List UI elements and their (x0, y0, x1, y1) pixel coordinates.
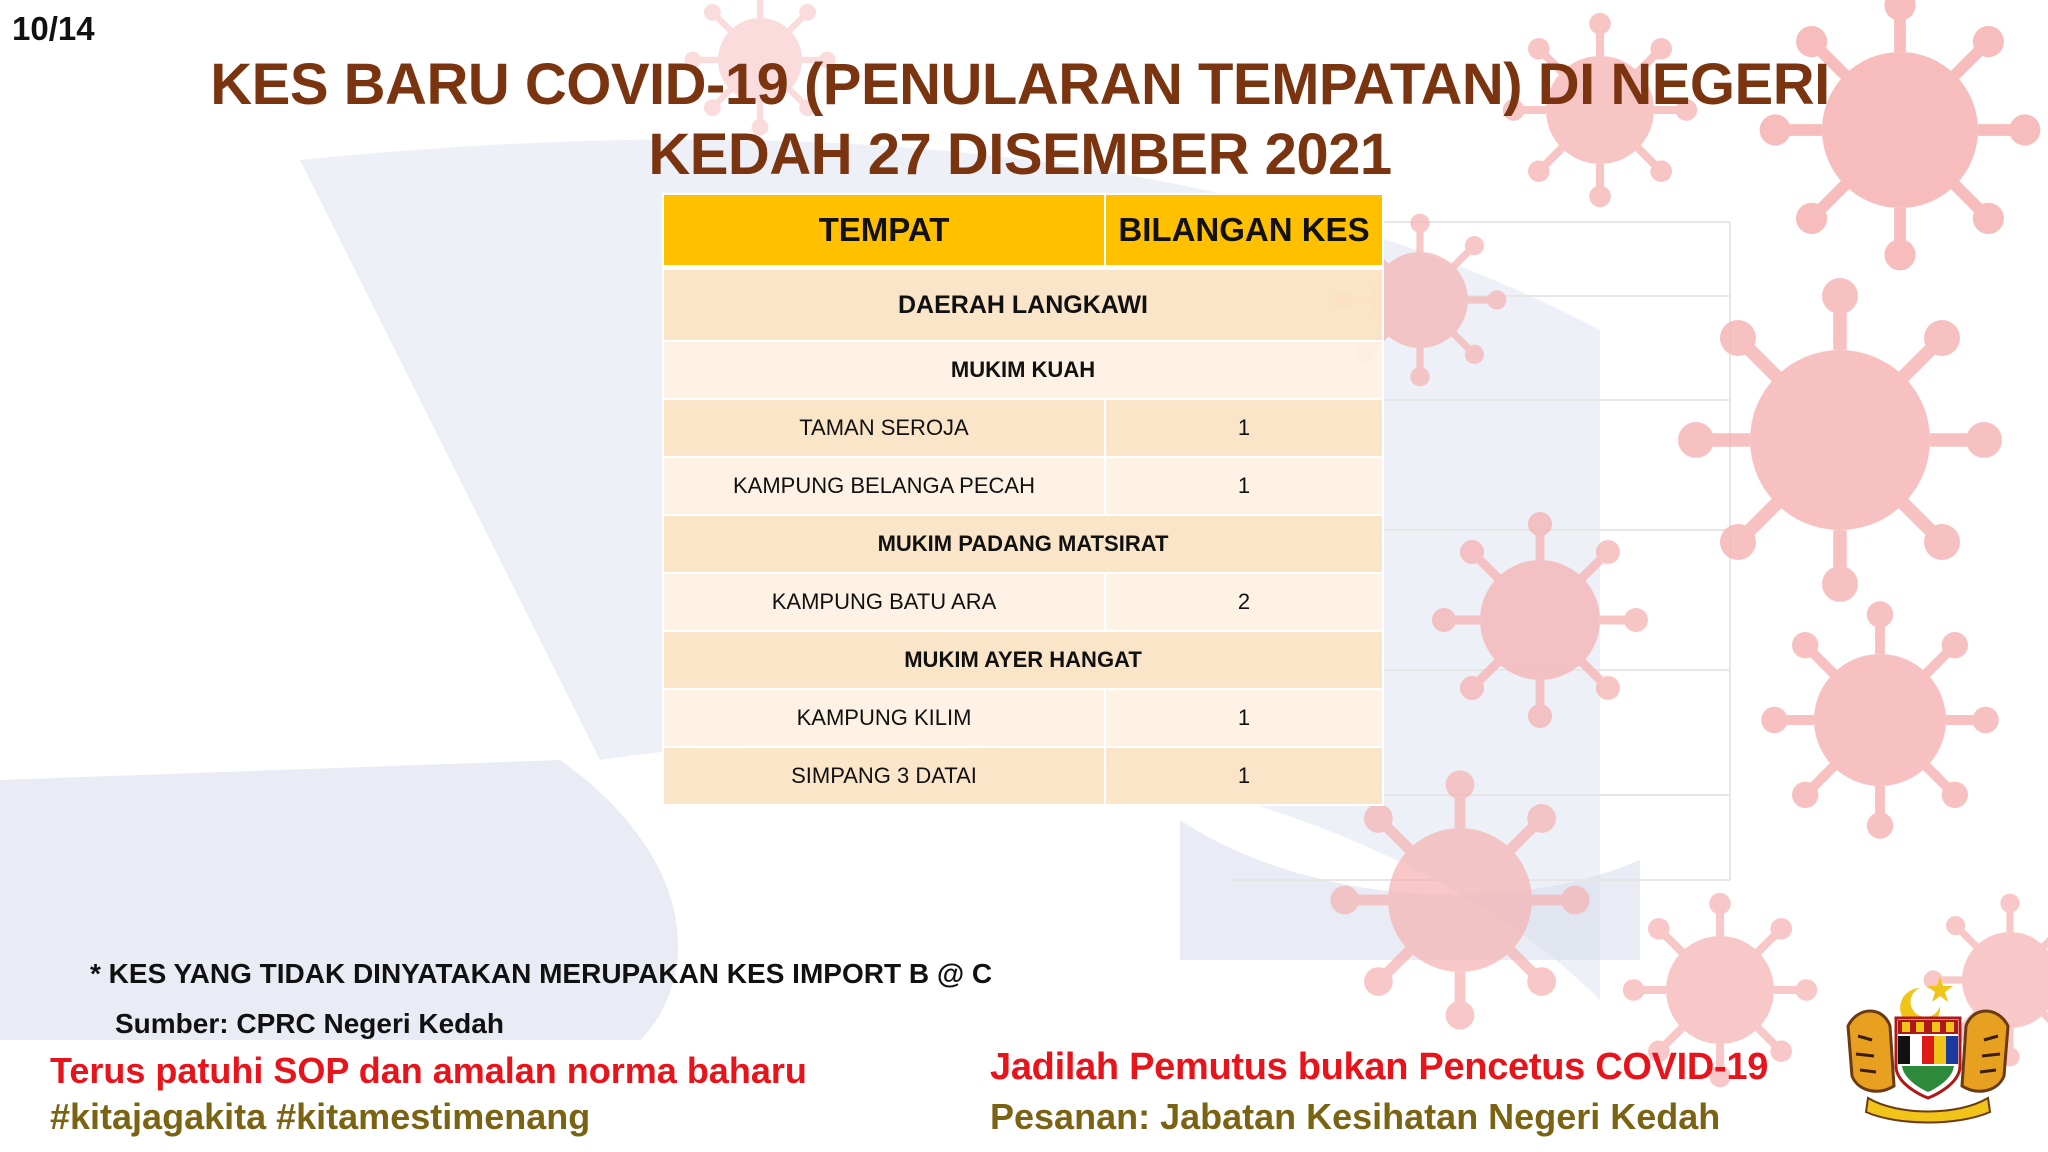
title-line-1: KES BARU COVID-19 (PENULARAN TEMPATAN) DI NEGERI (210, 52, 1830, 117)
slogan-sop: Terus patuhi SOP dan amalan norma baharu (50, 1050, 807, 1091)
place-cell: KAMPUNG BATU ARA (663, 573, 1105, 631)
tagline-source: Pesanan: Jabatan Kesihatan Negeri Kedah (990, 1096, 1721, 1137)
title-line-2: KEDAH 27 DISEMBER 2021 (648, 122, 1392, 187)
table-row (663, 573, 1383, 631)
table-row (663, 399, 1383, 457)
cases-cell: 1 (1105, 399, 1383, 457)
mukim-label: MUKIM KUAH (663, 341, 1383, 399)
place-cell: KAMPUNG BELANGA PECAH (663, 457, 1105, 515)
tagline: Jadilah Pemutus bukan Pencetus COVID-19 (990, 1046, 1769, 1088)
table-row (663, 457, 1383, 515)
mukim-label: MUKIM AYER HANGAT (663, 631, 1383, 689)
page-title (200, 50, 1840, 190)
table-row (663, 689, 1383, 747)
table-header-row (663, 194, 1383, 268)
daerah-label: DAERAH LANGKAWI (663, 268, 1383, 342)
page-counter: 10/14 (12, 10, 95, 47)
source-note: Sumber: CPRC Negeri Kedah (115, 1008, 504, 1039)
slogan-hashtags: #kitajagakita #kitamestimenang (50, 1096, 591, 1137)
place-cell: SIMPANG 3 DATAI (663, 747, 1105, 805)
cases-cell: 1 (1105, 747, 1383, 805)
footnote: * KES YANG TIDAK DINYATAKAN MERUPAKAN KES IMPORT B @ C (90, 958, 993, 989)
cases-cell: 1 (1105, 689, 1383, 747)
malaysia-coat-of-arms-icon (1828, 966, 2028, 1126)
cases-cell: 2 (1105, 573, 1383, 631)
header-bilangan-kes: BILANGAN KES (1105, 194, 1383, 268)
mukim-row (663, 631, 1383, 689)
table-row (663, 747, 1383, 805)
cases-table (662, 193, 1384, 806)
cases-cell: 1 (1105, 457, 1383, 515)
mukim-row (663, 341, 1383, 399)
place-cell: KAMPUNG KILIM (663, 689, 1105, 747)
daerah-row (663, 268, 1383, 342)
mukim-row (663, 515, 1383, 573)
place-cell: TAMAN SEROJA (663, 399, 1105, 457)
header-tempat: TEMPAT (663, 194, 1105, 268)
mukim-label: MUKIM PADANG MATSIRAT (663, 515, 1383, 573)
